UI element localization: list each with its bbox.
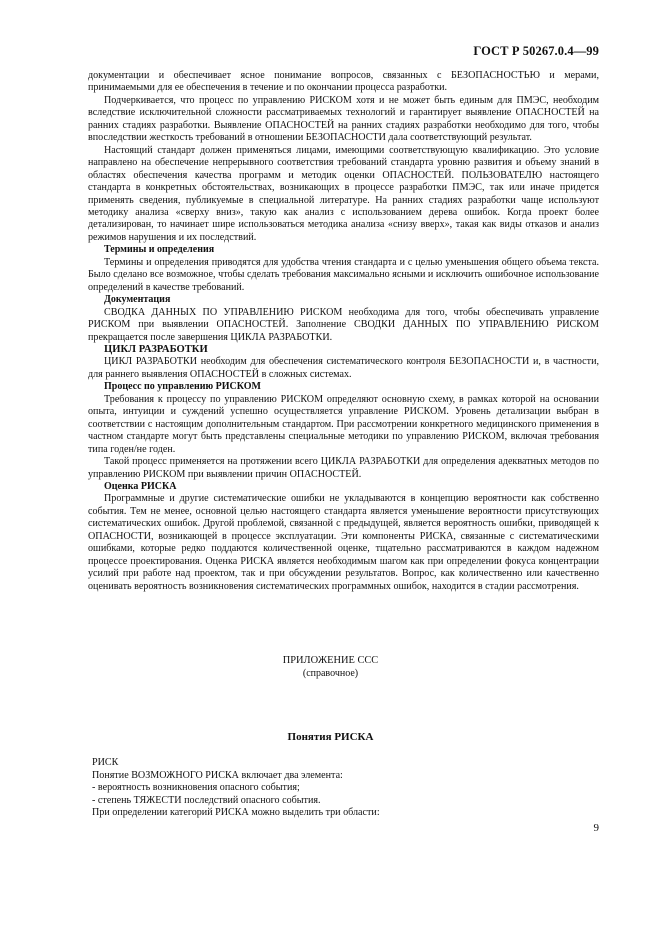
main-text <box>88 70 599 593</box>
paragraph-9: Программные и другие систематические ошибки не укладываются в концепцию вероятности как собственно события. Тем не менее, основной целью настоящего стандарта является уменьшение вероятности присутствующих систематических ошибок. Другой проблемой, связанной с предыдущей, является вероятность ошибки, приводящей к ОПАСНОСТИ, возникающей в процессе эксплуатации. Эти компоненты РИСКА, связанные с систематическими ошибками, которые редко поддаются количественной оценке, тщательно рассматриваются в каждом надежном процессе проектирования. Оценка РИСКА является необходимым шагом как при определении фокуса концентрации усилий при работе над проектом, так и при обсуждении результатов. Вопрос, как количественно или качественно оценивать вероятность возникновения систематических программных ошибок, находится в стадии рассмотрения. <box>88 493 599 592</box>
appendix-subtitle: (справочное) <box>302 668 359 679</box>
appendix-title: ПРИЛОЖЕНИЕ ССС <box>282 655 379 666</box>
paragraph-7: Требования к процессу по управлению РИСКОМ определяют основную схему, в рамках которой на основании опыта, интуиции и суждений успешно осуществляется управление РИСКОМ. Уровень детализации выбран в соответствии с настоящим дополнительным стандартом. При рассмотрении конкретного медицинского применения в частном стандарте могут быть представлены специальные методики по управлению РИСКОМ, включая требования типа годен/не годен. <box>88 393 599 455</box>
risk-line-4: При определении категорий РИСКА можно выделить три области: <box>92 807 380 819</box>
heading-risk-process: Процесс по управлению РИСКОМ <box>104 381 261 393</box>
risk-line-1: Понятие ВОЗМОЖНОГО РИСКА включает два элемента: <box>92 769 343 781</box>
appendix-heading <box>0 654 661 680</box>
paragraph-6: ЦИКЛ РАЗРАБОТКИ необходим для обеспечения систематического контроля БЕЗОПАСНОСТИ и, в частности, для раннего выявления ОПАСНОСТЕЙ в сложных системах. <box>88 356 599 380</box>
paragraph-1: документации и обеспечивает ясное понимание вопросов, связанных с БЕЗОПАСНОСТЬЮ и мерами, принимаемыми для ее обеспечения в течение и по окончании процесса разработки. <box>88 70 599 94</box>
risk-term: РИСК <box>92 757 119 768</box>
page-number: 9 <box>593 822 599 834</box>
heading-risk-assessment: Оценка РИСКА <box>104 480 177 492</box>
paragraph-2: Подчеркивается, что процесс по управлению РИСКОМ хотя и не может быть единым для ПМЭС, необходим вследствие исключительной сложности рассматриваемых технологий и гарантирует выявление ОПАСНОСТЕЙ на ранних стадиях разработки. Выявление ОПАСНОСТЕЙ на ранних стадиях разработки необходимо для того, чтобы впоследствии жесткость требований в отношении БЕЗОПАСНОСТИ дала соответствующий результат. <box>88 94 599 144</box>
paragraph-3: Настоящий стандарт должен применяться лицами, имеющими соответствующую квалификацию. Это условие направлено на обеспечение непрерывного соответствия требований стандарта уровню развития и объему знаний в областях обеспечения качества программ и методик оценки ОПАСНОСТЕЙ. ПОЛЬЗОВАТЕЛЮ настоящего стандарта в конкретных обстоятельствах, возникающих в процессе разработки ПМЭС, так или иначе придется применять сведения, публикуемые в специальной литературе. На ранних стадиях разработки чаще используют методику анализа «сверху вниз», такую как анализ с использованием дерева ошибок. Когда проект более детализирован, то начинает шире использоваться методика анализа «снизу вверх», такая как виды отказов и анализ режимов нарушения и их последствий. <box>88 144 599 243</box>
heading-terms: Термины и определения <box>104 244 215 256</box>
concepts-title: Понятия РИСКА <box>287 731 374 743</box>
paragraph-4: Термины и определения приводятся для удобства чтения стандарта и с целью уменьшения общего объема текста. Было сделано все возможное, чтобы сделать требования максимально ясными и исключить ошибочное использование определений в качестве требований. <box>88 256 599 293</box>
risk-line-2: - вероятность возникновения опасного события; <box>92 782 300 794</box>
heading-development-cycle: ЦИКЛ РАЗРАБОТКИ <box>104 343 208 355</box>
paragraph-8: Такой процесс применяется на протяжении всего ЦИКЛА РАЗРАБОТКИ для определения адекватных методов по управлению РИСКОМ при выявлении причин ОПАСНОСТЕЙ. <box>88 456 599 480</box>
risk-line-3: - степень ТЯЖЕСТИ последствий опасного события. <box>92 794 321 806</box>
heading-documentation: Документация <box>104 294 171 306</box>
standard-code-header: ГОСТ Р 50267.0.4—99 <box>473 44 599 58</box>
risk-concepts-block <box>88 757 599 820</box>
paragraph-5: СВОДКА ДАННЫХ ПО УПРАВЛЕНИЮ РИСКОМ необходима для того, чтобы обеспечивать управление РИСКОМ при выявлении ОПАСНОСТЕЙ. Заполнение СВОДКИ ДАННЫХ ПО УПРАВЛЕНИЮ РИСКОМ прекращается после завершения ЦИКЛА РАЗРАБОТКИ. <box>88 306 599 343</box>
